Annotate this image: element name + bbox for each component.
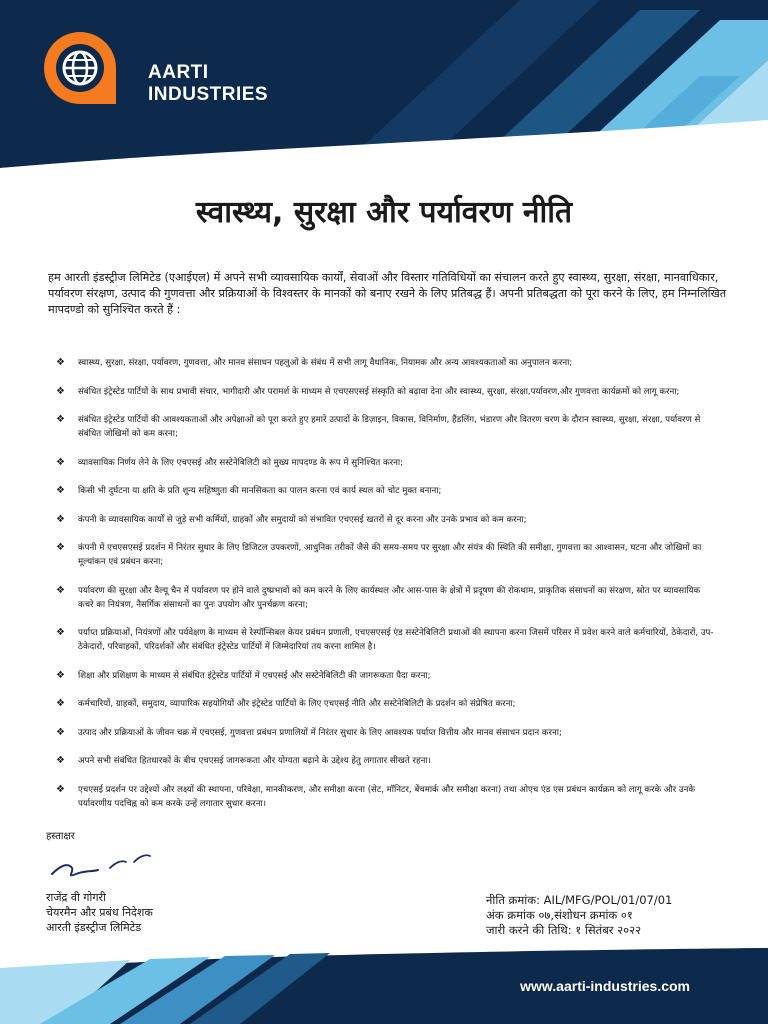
diamond-bullet-icon: ❖	[56, 485, 65, 496]
policy-item-text: कंपनी में एचएसएसई प्रदर्शन में निरंतर सुधार के लिए डिजिटल उपकरणों, आधुनिक तरीकों जैसे की समय-समय पर सुरक्षा और संयंत्र की स्थिति की समीक्षा, गुणवत्ता का आश्वासन, घटना और जोखिमों का मूल्यांकन एवं प्रबंधन करना;	[78, 543, 702, 567]
diamond-bullet-icon: ❖	[56, 627, 65, 638]
policy-item-text: पर्यावरण की सुरक्षा और वैल्यू चैन में पर्यावरण पर होने वाले दुष्प्रभावों को कम करने के लिए कार्यस्थल और आस-पास के क्षेत्रों में प्रदूषण की रोकथाम, प्राकृतिक संसाधनों का संरक्षण, स्रोत पर व्यावसायिक कचरे का नियंत्रण, नैसर्गिक संसाधनों का पुनः उपयोग और पुनर्चक्रण करना;	[78, 585, 701, 610]
policy-item-text: स्वास्थ्य, सुरक्षा, संरक्षा, पर्यावरण, गुणवत्ता, और मानव संसाधन पहलुओं के संबंध में सभी लागू वैधानिक, नियामक और अन्य आवश्यकताओं का अनुपालन करना;	[78, 358, 573, 368]
policy-item	[56, 697, 716, 711]
policy-meta	[486, 893, 672, 938]
policy-item	[56, 754, 716, 768]
page-title: स्वास्थ्य, सुरक्षा और पर्यावरण नीति	[195, 195, 573, 230]
policy-item	[56, 513, 716, 527]
policy-item	[56, 456, 716, 470]
diamond-bullet-icon: ❖	[56, 584, 65, 596]
diamond-bullet-icon: ❖	[56, 726, 65, 738]
diamond-bullet-icon: ❖	[56, 414, 65, 425]
aarti-logo	[40, 28, 130, 108]
policy-list	[56, 356, 716, 825]
policy-item-text: शिक्षा और प्रशिक्षण के माध्यम से संबंधित इंट्रेस्टेड पार्टियों में एचएसई और सस्टेनेबिलिटी की जागरूकता पैदा करना;	[78, 670, 431, 681]
diamond-bullet-icon: ❖	[56, 357, 65, 368]
policy-item-text: एचएसई प्रदर्शन पर उद्देश्यों और लक्ष्यों की स्थापना, परिवेक्षा, मानकीकरण, और समीक्षा करना (सेट, मॉनिटर, बेंचमार्क और समीक्षा करना) तथा ओएच एंड एस प्रबंधन कार्यक्रम को लागू करके और उनके पर्यावरणीय पदचिह्न को कम करके उन्हें लगातार सुधार करना।	[78, 784, 695, 809]
policy-number: नीति क्रमांक: AIL/MFG/POL/01/07/01	[486, 893, 673, 907]
signature-scribble-icon	[46, 848, 156, 882]
policy-item-text: व्यावसायिक निर्णय लेने के लिए एचएसई और सस्टेनेबिलिटी को मुख्य मापदण्ड के रूप में सुनिश्चित करना;	[78, 457, 404, 468]
header-banner	[0, 0, 768, 168]
policy-item	[56, 669, 716, 683]
policy-item-text: पर्याप्त प्रक्रियाओं, नियंत्रणों और पर्यवेक्षण के माध्यम से रेस्पॉन्सिबल केयर प्रबंधन प्रणाली, एचएसएसई एंड सस्टेनेबिलिटी प्रथाओं की स्थापना करना जिसमें परिसर में प्रवेश करने वाले कर्मचारियों, ठेकेदारों, उप-ठेकेदारों, परिवाहकों, परिदर्शकों और संबंधित इंट्रेस्टेड पार्टियों में जिम्मेदारियां तय करना शामिल है।	[78, 628, 714, 652]
policy-item	[56, 413, 716, 441]
diamond-bullet-icon: ❖	[56, 542, 65, 553]
website-link[interactable]: www.aarti-industries.com	[520, 978, 690, 994]
policy-item-text: उत्पाद और प्रक्रियाओं के जीवन चक्र में एचएसई, गुणवत्ता प्रबंधन प्रणालियों में निरंतर सुधार के लिए आवश्यक पर्याप्त वित्तीय और मानव संसाधन प्रदान करना;	[78, 727, 562, 738]
signer-name: राजेंद्र वी गोगरी	[46, 891, 106, 904]
policy-item	[56, 726, 716, 740]
policy-item	[56, 356, 716, 370]
signature-label: हस्ताक्षर	[46, 831, 75, 842]
policy-item-text: संबंधित इंट्रेस्टेड पार्टियों की आवश्यकताओं और अपेक्षाओं को पूरा करते हुए हमारे उत्पादों के डिज़ाइन, विकास, विनिर्माण, हैंडलिंग, भंडारण और वितरण चरण के दौरान स्वास्थ्य, सुरक्षा, संरक्षा, पर्यावरण से संबंधित जोखिमों को कम करना;	[78, 415, 701, 439]
policy-item	[56, 584, 716, 612]
diamond-bullet-icon: ❖	[56, 698, 65, 709]
diamond-bullet-icon: ❖	[56, 783, 65, 795]
policy-item-text: संबंधित इंट्रेस्टेड पार्टियों के साथ प्रभावी संचार, भागीदारी और परामर्श के माध्यम से एचएसएसई संस्कृति को बढ़ावा देना और स्वास्थ्य, सुरक्षा, संरक्षा,पर्यावरण,और गुणवत्ता कार्यक्रमों को लागू करना;	[78, 386, 680, 397]
policy-item	[56, 541, 716, 569]
policy-issue-date: जारी करने की तिथि: १ सितंबर २०२२	[486, 923, 642, 937]
brand-line-2: INDUSTRIES	[148, 84, 269, 105]
diamond-bullet-icon: ❖	[56, 456, 65, 468]
intro-paragraph: हम आरती इंडस्ट्रीज लिमिटेड (एआईएल) में अपने सभी व्यावसायिक कार्यों, सेवाओं और विस्तार गतिविधियों का संचालन करते हुए स्वास्थ्य, सुरक्षा, संरक्षा, मानवाधिकार, पर्यावरण संरक्षण, उत्पाद की गुणवत्ता और प्रक्रियाओं के विश्वस्तर के मानकों को बनाए रखने के लिए प्रतिबद्ध हैं। अपनी प्रतिबद्धता को पूरा करने के लिए, हम निम्नलिखित मापदण्डो को सुनिश्चित करते हैं :	[48, 271, 727, 316]
signer-designation: चेयरमैन और प्रबंध निदेशक	[46, 906, 153, 919]
policy-item	[56, 484, 716, 498]
policy-item-text: अपने सभी संबंधित हितधारकों के बीच एचएसई जागरूकता और योग्यता बढ़ाने के उद्देश्य हेतु लगातार सीखते रहना।	[78, 756, 431, 766]
policy-item-text: कर्मचारियों, ग्राहकों, समुदाय, व्यापारिक सहयोगियों और इंट्रेस्टेड पार्टियों के लिए एचएसई नीति और सस्टेनेबिलिटी के प्रदर्शन को संप्रेषित करना;	[78, 699, 516, 709]
policy-item	[56, 783, 716, 811]
diamond-bullet-icon: ❖	[56, 513, 65, 525]
signer-company: आरती इंडस्ट्रीज लिमिटेड	[46, 921, 142, 934]
diamond-bullet-icon: ❖	[56, 755, 65, 766]
policy-item	[56, 626, 716, 654]
brand-name	[148, 62, 268, 106]
policy-revision: अंक क्रमांक ०७,संशोधन क्रमांक ०१	[486, 908, 633, 922]
diamond-bullet-icon: ❖	[56, 385, 65, 397]
diamond-bullet-icon: ❖	[56, 669, 65, 681]
policy-item-text: कंपनी के व्यावसायिक कार्यों से जुड़े सभी कर्मियों, ग्राहकों और समुदायों को संभावित एचएसई खतरों से दूर करना और उनके प्रभाव को कम करना;	[78, 514, 527, 525]
signer-block	[46, 890, 153, 935]
policy-item-text: किसी भी दुर्घटना या क्षति के प्रति शून्य सहिष्णुता की मानसिकता का पालन करना एवं कार्य स्थल को चोट मुक्त बनाना;	[78, 486, 442, 496]
policy-item	[56, 385, 716, 399]
handwritten-signature	[46, 848, 156, 886]
globe-icon	[40, 28, 130, 108]
brand-line-1: AARTI	[148, 62, 209, 83]
